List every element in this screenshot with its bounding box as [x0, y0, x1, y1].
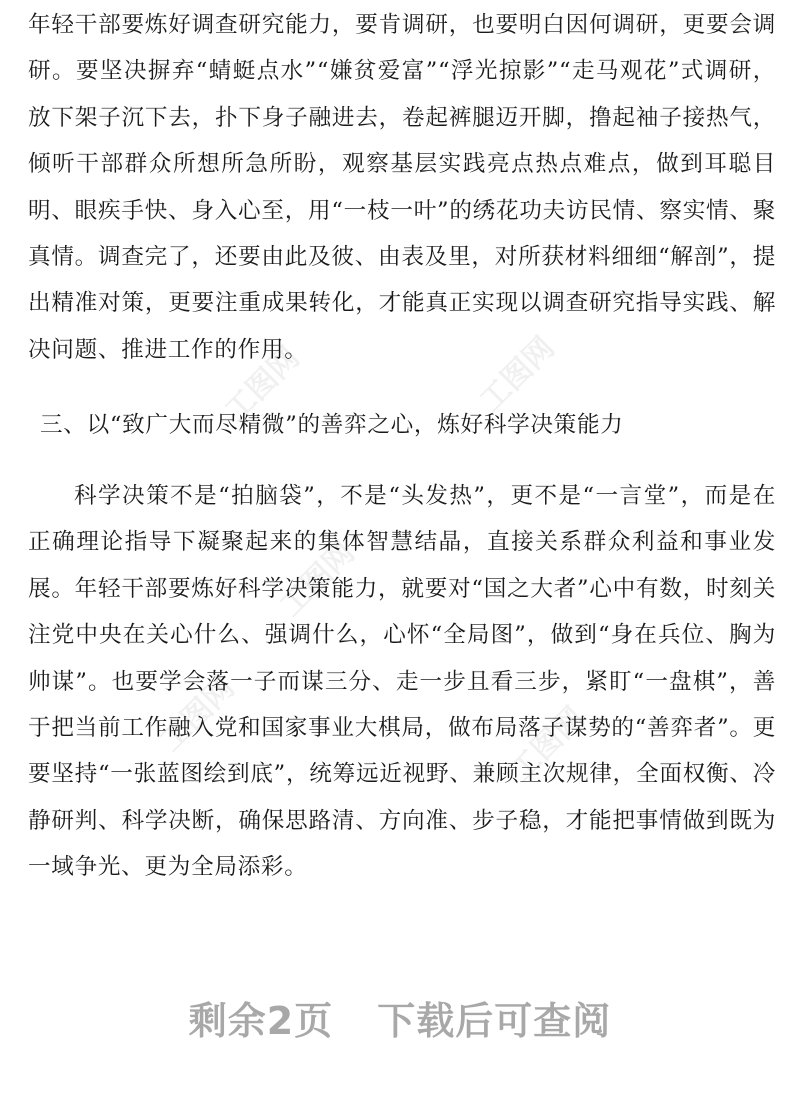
watermark-logo: 工图网	[503, 700, 592, 789]
watermark-logo: 工图网	[273, 535, 362, 624]
section-heading-3: 三、以“致广大而尽精微”的善弈之心，炼好科学决策能力	[40, 412, 624, 438]
watermark-logo: 工图网	[218, 340, 307, 429]
download-hint-label: 下载后可查阅	[377, 999, 612, 1043]
watermark-logo: 工图网	[153, 670, 242, 759]
remaining-pages-label: 剩余2页	[188, 999, 334, 1043]
body-paragraph-2: 科学决策不是“拍脑袋”，不是“头发热”，更不是“一言堂”，而是在正确理论指导下凝聚起来的集体智慧结晶，直接关系群众利益和事业发展。年轻干部要炼好科学决策能力，就要对“国之大者”心中有数，时刻关注党中央在关心什么、强调什么，心怀“全局图”，做到“身在兵位、胸为帅谋”。也要学会落一子而谋三分、走一步且看三步，紧盯“一盘棋”，善于把当前工作融入党和国家事业大棋局，做布局落子谋势的“善弈者”。更要坚持“一张蓝图绘到底”，统筹远近视野、兼顾主次规律，全面权衡、冷静研判、科学决断，确保思路清、方向准、步子稳，才能把事情做到既为一域争光、更为全局添彩。	[28, 483, 776, 881]
watermark-logo: 工图网	[473, 330, 562, 419]
download-prompt[interactable]	[0, 990, 800, 1045]
body-paragraph-1: 年轻干部要炼好调查研究能力，要肯调研，也要明白因何调研，更要会调研。要坚决摒弃“蜻蜓点水”“嫌贫爱富”“浮光掠影”“走马观花”式调研，放下架子沉下去，扑下身子融进去，卷起裤腿迈开脚，撸起袖子接热气，倾听干部群众所想所急所盼，观察基层实践亮点热点难点，做到耳聪目明、眼疾手快、身入心至，用“一枝一叶”的绣花功夫访民情、察实情、聚真情。调查完了，还要由此及彼、由表及里，对所获材料细细“解剖”，提出精准对策，更要注重成果转化，才能真正实现以调查研究指导实践、解决问题、推进工作的作用。	[28, 12, 776, 363]
